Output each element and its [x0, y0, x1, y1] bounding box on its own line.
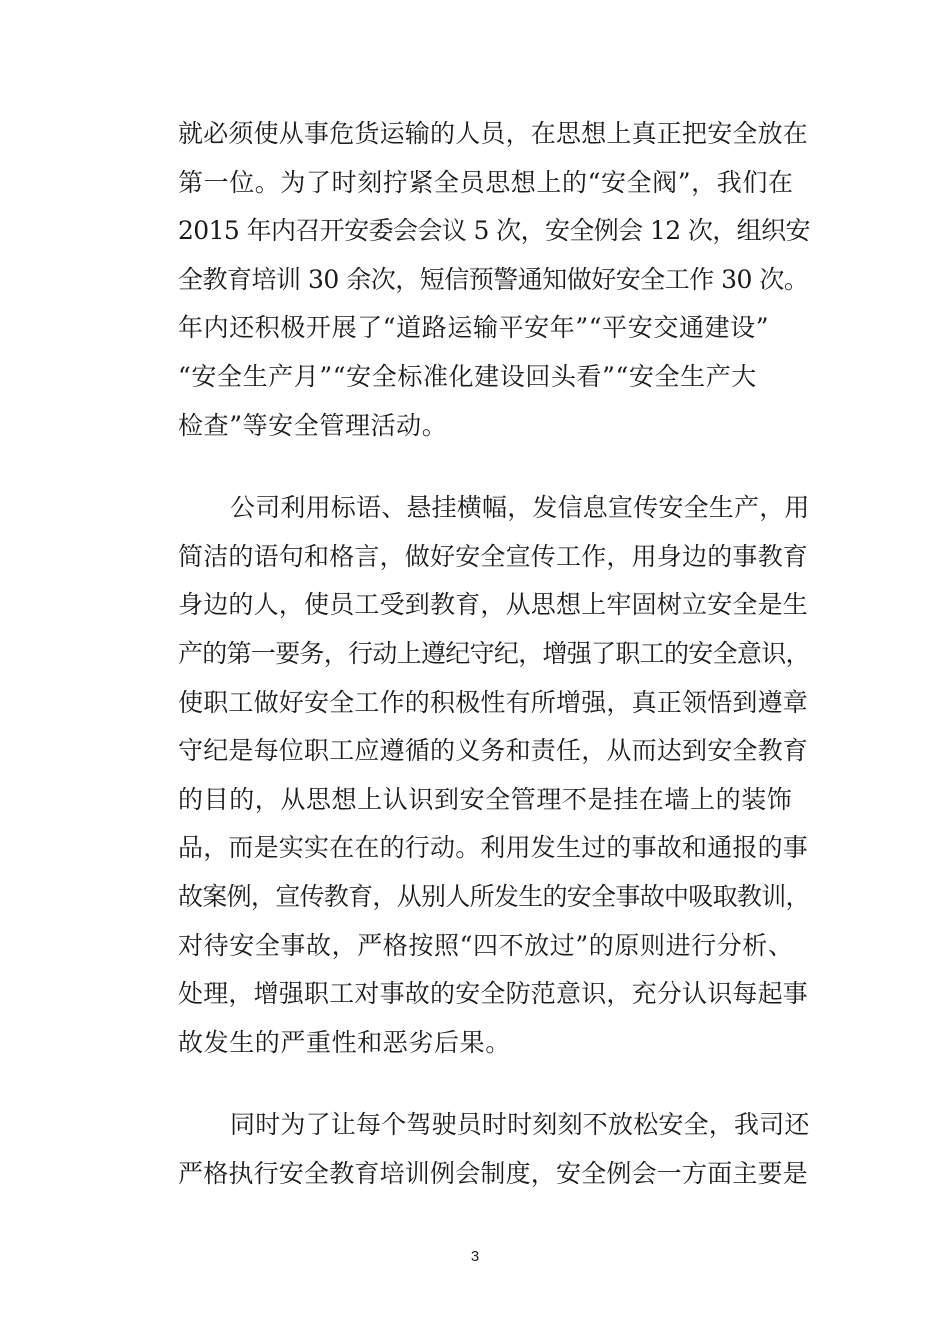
text-line: 身边的人，使员工受到教育，从思想上牢固树立安全是生: [178, 590, 809, 620]
body-text: [178, 110, 810, 1198]
text-line: 严格执行安全教育培训例会制度，安全例会一方面主要是: [178, 1158, 809, 1188]
text-line: 年内还积极开展了“道路运输平安年”“平安交通建设”: [178, 313, 770, 343]
text-line: 使职工做好安全工作的积极性有所增强，真正领悟到遵章: [178, 687, 809, 717]
text-line: “安全生产月”“安全标准化建设回头看”“安全生产大: [178, 361, 757, 391]
text-line: 第一位。为了时刻拧紧全员思想上的“安全阀”，我们在: [178, 167, 794, 197]
paragraph-1: [178, 110, 810, 450]
paragraph-gap: [178, 450, 810, 484]
text-line: 检查”等安全管理活动。: [178, 410, 448, 440]
text-line: 全教育培训 30 余次，短信预警通知做好安全工作 30 次。: [178, 264, 809, 294]
paragraph-3: [178, 1101, 810, 1198]
text-line: 故案例，宣传教育，从别人所发生的安全事故中吸取教训，: [178, 881, 810, 911]
page-number: 3: [470, 1248, 480, 1265]
text-line: 故发生的严重性和恶劣后果。: [178, 1027, 511, 1057]
text-line: 就必须使从事危货运输的人员，在思想上真正把安全放在: [178, 119, 809, 148]
text-line: 简洁的语句和格言，做好安全宣传工作，用身边的事教育: [178, 541, 809, 571]
text-line: 对待安全事故，严格按照“四不放过”的原则进行分析、: [178, 930, 794, 960]
text-line: 品，而是实实在在的行动。利用发生过的事故和通报的事: [178, 833, 809, 863]
text-line: 的目的，从思想上认识到安全管理不是挂在墙上的装饰: [178, 784, 793, 814]
text-line: 处理，增强职工对事故的安全防范意识，充分认识每起事: [178, 979, 809, 1009]
paragraph-2: [178, 484, 810, 1067]
paragraph-gap: [178, 1067, 810, 1101]
text-line: 2015 年内召开安委会会议 5 次，安全例会 12 次，组织安: [178, 216, 810, 246]
text-line: 守纪是每位职工应遵循的义务和责任，从而达到安全教育: [178, 736, 809, 766]
text-line: 产的第一要务，行动上遵纪守纪，增强了职工的安全意识，: [178, 638, 810, 668]
text-line: 同时为了让每个驾驶员时时刻刻不放松安全，我司还: [230, 1110, 810, 1140]
text-line: 公司利用标语、悬挂横幅，发信息宣传安全生产，用: [230, 493, 810, 523]
